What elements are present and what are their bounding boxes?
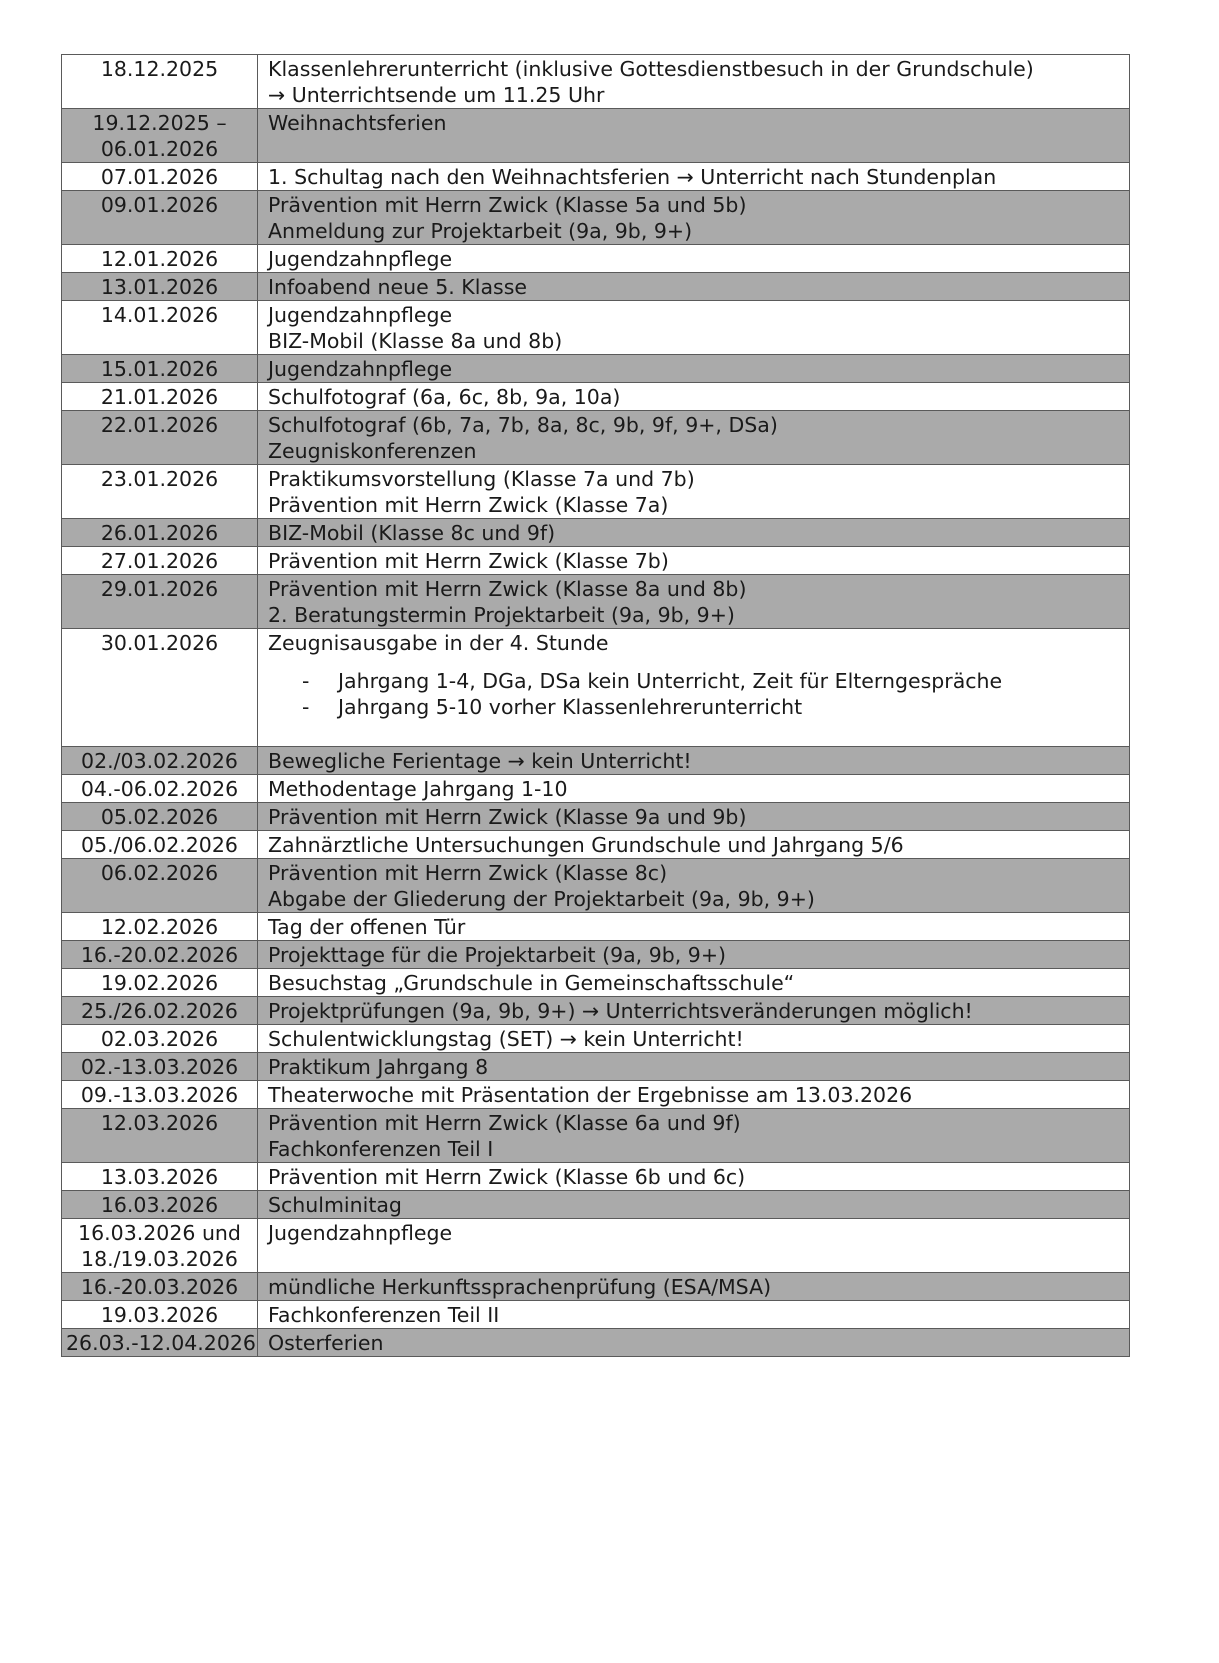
event-text: BIZ-Mobil (Klasse 8c und 9f) bbox=[268, 521, 556, 545]
date-cell bbox=[62, 941, 258, 969]
date-text: 09.-13.03.2026 bbox=[80, 1083, 239, 1107]
event-text: Tag der offenen Tür bbox=[268, 915, 466, 939]
date-cell bbox=[62, 629, 258, 747]
date-cell bbox=[62, 775, 258, 803]
event-text: Prävention mit Herrn Zwick (Klasse 8c) bbox=[268, 861, 668, 885]
event-text: Fachkonferenzen Teil I bbox=[268, 1137, 494, 1161]
date-text: 05.02.2026 bbox=[100, 805, 219, 829]
table-row bbox=[62, 629, 1130, 747]
date-text: 16.-20.02.2026 bbox=[80, 943, 239, 967]
date-text: 30.01.2026 bbox=[100, 631, 219, 655]
event-cell bbox=[258, 629, 1130, 747]
table-row bbox=[62, 913, 1130, 941]
date-cell bbox=[62, 191, 258, 245]
date-cell bbox=[62, 859, 258, 913]
date-cell bbox=[62, 519, 258, 547]
schedule-table bbox=[61, 54, 1130, 1357]
event-cell bbox=[258, 913, 1130, 941]
event-cell bbox=[258, 1329, 1130, 1357]
date-cell bbox=[62, 465, 258, 519]
date-text: 13.01.2026 bbox=[100, 275, 219, 299]
date-cell bbox=[62, 163, 258, 191]
table-row bbox=[62, 997, 1130, 1025]
date-cell bbox=[62, 383, 258, 411]
event-text: Prävention mit Herrn Zwick (Klasse 7b) bbox=[268, 549, 669, 573]
date-text: 16.-20.03.2026 bbox=[80, 1275, 239, 1299]
table-row bbox=[62, 245, 1130, 273]
table-row bbox=[62, 1191, 1130, 1219]
event-text: Fachkonferenzen Teil II bbox=[268, 1303, 500, 1327]
date-cell bbox=[62, 245, 258, 273]
date-text: 26.01.2026 bbox=[100, 521, 219, 545]
event-cell bbox=[258, 859, 1130, 913]
dash-marker: - bbox=[302, 695, 310, 719]
event-cell bbox=[258, 547, 1130, 575]
date-text: 07.01.2026 bbox=[100, 165, 219, 189]
date-text: 14.01.2026 bbox=[100, 303, 219, 327]
table-row bbox=[62, 747, 1130, 775]
date-text: 19.12.2025 – bbox=[92, 111, 227, 135]
table-row bbox=[62, 273, 1130, 301]
table-row bbox=[62, 941, 1130, 969]
date-text: 15.01.2026 bbox=[100, 357, 219, 381]
event-cell bbox=[258, 803, 1130, 831]
event-cell bbox=[258, 997, 1130, 1025]
date-text: 27.01.2026 bbox=[100, 549, 219, 573]
bullet-item bbox=[268, 694, 1119, 720]
event-cell bbox=[258, 1273, 1130, 1301]
date-cell bbox=[62, 355, 258, 383]
event-cell bbox=[258, 747, 1130, 775]
bullet-text: Jahrgang 5-10 vorher Klassenlehrerunterricht bbox=[338, 695, 803, 719]
event-cell bbox=[258, 191, 1130, 245]
schedule-body bbox=[62, 55, 1130, 1357]
date-cell bbox=[62, 301, 258, 355]
event-cell bbox=[258, 273, 1130, 301]
event-text: Osterferien bbox=[268, 1331, 384, 1355]
bullet-list bbox=[268, 668, 1119, 720]
event-text: Jugendzahnpflege bbox=[268, 303, 453, 327]
table-row bbox=[62, 831, 1130, 859]
event-text: Schulfotograf (6a, 6c, 8b, 9a, 10a) bbox=[268, 385, 621, 409]
table-row bbox=[62, 109, 1130, 163]
date-cell bbox=[62, 969, 258, 997]
event-text: Prävention mit Herrn Zwick (Klasse 6a und 9f) bbox=[268, 1111, 741, 1135]
date-cell bbox=[62, 1191, 258, 1219]
table-row bbox=[62, 163, 1130, 191]
date-cell bbox=[62, 1053, 258, 1081]
date-cell bbox=[62, 55, 258, 109]
table-row bbox=[62, 55, 1130, 109]
table-row bbox=[62, 1219, 1130, 1273]
dash-marker: - bbox=[302, 669, 310, 693]
event-text: Infoabend neue 5. Klasse bbox=[268, 275, 527, 299]
table-row bbox=[62, 1329, 1130, 1357]
event-text: Prävention mit Herrn Zwick (Klasse 8a und 8b) bbox=[268, 577, 747, 601]
event-text: Praktikum Jahrgang 8 bbox=[268, 1055, 489, 1079]
event-cell bbox=[258, 411, 1130, 465]
date-text: 18./19.03.2026 bbox=[81, 1247, 238, 1271]
event-cell bbox=[258, 1109, 1130, 1163]
event-cell bbox=[258, 163, 1130, 191]
event-cell bbox=[258, 1025, 1130, 1053]
date-cell bbox=[62, 913, 258, 941]
date-text: 18.12.2025 bbox=[100, 57, 219, 81]
date-text: 09.01.2026 bbox=[100, 193, 219, 217]
table-row bbox=[62, 547, 1130, 575]
date-cell bbox=[62, 1273, 258, 1301]
date-text: 16.03.2026 bbox=[100, 1193, 219, 1217]
table-row bbox=[62, 575, 1130, 629]
event-cell bbox=[258, 1301, 1130, 1329]
table-row bbox=[62, 1163, 1130, 1191]
event-text: Besuchstag „Grundschule in Gemeinschaftsschule“ bbox=[268, 971, 795, 995]
date-cell bbox=[62, 747, 258, 775]
event-text: Praktikumsvorstellung (Klasse 7a und 7b) bbox=[268, 467, 695, 491]
event-cell bbox=[258, 519, 1130, 547]
table-row bbox=[62, 465, 1130, 519]
table-row bbox=[62, 775, 1130, 803]
table-row bbox=[62, 803, 1130, 831]
date-cell bbox=[62, 575, 258, 629]
date-text: 26.03.-12.04.2026 bbox=[66, 1331, 256, 1355]
event-text: Methodentage Jahrgang 1-10 bbox=[268, 777, 568, 801]
bullet-item bbox=[268, 668, 1119, 694]
date-text: 02.-13.03.2026 bbox=[80, 1055, 239, 1079]
date-text: 19.02.2026 bbox=[100, 971, 219, 995]
event-text: Jugendzahnpflege bbox=[268, 247, 453, 271]
event-cell bbox=[258, 1191, 1130, 1219]
date-cell bbox=[62, 547, 258, 575]
event-text: Schulminitag bbox=[268, 1193, 402, 1217]
table-row bbox=[62, 383, 1130, 411]
table-row bbox=[62, 969, 1130, 997]
event-cell bbox=[258, 465, 1130, 519]
event-cell bbox=[258, 1053, 1130, 1081]
date-text: 12.03.2026 bbox=[100, 1111, 219, 1135]
date-cell bbox=[62, 273, 258, 301]
table-row bbox=[62, 1301, 1130, 1329]
event-text: Theaterwoche mit Präsentation der Ergebnisse am 13.03.2026 bbox=[268, 1083, 913, 1107]
date-cell bbox=[62, 1025, 258, 1053]
date-text: 16.03.2026 und bbox=[78, 1221, 241, 1245]
event-text: Anmeldung zur Projektarbeit (9a, 9b, 9+) bbox=[268, 219, 693, 243]
event-text: Zahnärztliche Untersuchungen Grundschule und Jahrgang 5/6 bbox=[268, 833, 904, 857]
event-cell bbox=[258, 575, 1130, 629]
event-text: Bewegliche Ferientage → kein Unterricht! bbox=[268, 749, 692, 773]
event-text: Prävention mit Herrn Zwick (Klasse 6b und 6c) bbox=[268, 1165, 746, 1189]
event-cell bbox=[258, 969, 1130, 997]
date-text: 21.01.2026 bbox=[100, 385, 219, 409]
event-cell bbox=[258, 245, 1130, 273]
date-cell bbox=[62, 109, 258, 163]
date-text: 25./26.02.2026 bbox=[81, 999, 238, 1023]
event-text: Zeugnisausgabe in der 4. Stunde bbox=[268, 631, 609, 655]
event-text: Projekttage für die Projektarbeit (9a, 9b, 9+) bbox=[268, 943, 727, 967]
date-text: 19.03.2026 bbox=[100, 1303, 219, 1327]
event-cell bbox=[258, 55, 1130, 109]
event-cell bbox=[258, 301, 1130, 355]
table-row bbox=[62, 191, 1130, 245]
event-text: Projektprüfungen (9a, 9b, 9+) → Unterrichtsveränderungen möglich! bbox=[268, 999, 973, 1023]
event-cell bbox=[258, 383, 1130, 411]
event-cell bbox=[258, 355, 1130, 383]
date-text: 22.01.2026 bbox=[100, 413, 219, 437]
date-text: 04.-06.02.2026 bbox=[80, 777, 239, 801]
event-text: 2. Beratungstermin Projektarbeit (9a, 9b, 9+) bbox=[268, 603, 735, 627]
date-cell bbox=[62, 997, 258, 1025]
date-text: 23.01.2026 bbox=[100, 467, 219, 491]
table-row bbox=[62, 519, 1130, 547]
date-cell bbox=[62, 1301, 258, 1329]
table-row bbox=[62, 1081, 1130, 1109]
date-cell bbox=[62, 1329, 258, 1357]
date-cell bbox=[62, 1109, 258, 1163]
event-cell bbox=[258, 1163, 1130, 1191]
date-text: 12.02.2026 bbox=[100, 915, 219, 939]
date-text: 06.02.2026 bbox=[100, 861, 219, 885]
date-cell bbox=[62, 1163, 258, 1191]
table-row bbox=[62, 355, 1130, 383]
date-text: 12.01.2026 bbox=[100, 247, 219, 271]
event-text: Jugendzahnpflege bbox=[268, 357, 453, 381]
date-text: 05./06.02.2026 bbox=[81, 833, 238, 857]
table-row bbox=[62, 1273, 1130, 1301]
date-text: 29.01.2026 bbox=[100, 577, 219, 601]
date-cell bbox=[62, 1081, 258, 1109]
table-row bbox=[62, 301, 1130, 355]
event-cell bbox=[258, 109, 1130, 163]
event-cell bbox=[258, 1219, 1130, 1273]
date-text: 13.03.2026 bbox=[100, 1165, 219, 1189]
event-text: Prävention mit Herrn Zwick (Klasse 5a und 5b) bbox=[268, 193, 747, 217]
event-text: → Unterrichtsende um 11.25 Uhr bbox=[268, 83, 605, 107]
table-row bbox=[62, 1053, 1130, 1081]
date-text: 02./03.02.2026 bbox=[81, 749, 238, 773]
event-text: Schulfotograf (6b, 7a, 7b, 8a, 8c, 9b, 9f, 9+, DSa) bbox=[268, 413, 778, 437]
event-cell bbox=[258, 831, 1130, 859]
event-cell bbox=[258, 941, 1130, 969]
event-text: Schulentwicklungstag (SET) → kein Unterricht! bbox=[268, 1027, 744, 1051]
date-cell bbox=[62, 1219, 258, 1273]
event-text: Prävention mit Herrn Zwick (Klasse 9a und 9b) bbox=[268, 805, 747, 829]
date-text: 06.01.2026 bbox=[100, 137, 219, 161]
event-text: Klassenlehrerunterricht (inklusive Gottesdienstbesuch in der Grundschule) bbox=[268, 57, 1034, 81]
event-text: Prävention mit Herrn Zwick (Klasse 7a) bbox=[268, 493, 669, 517]
table-row bbox=[62, 859, 1130, 913]
event-cell bbox=[258, 775, 1130, 803]
event-text: Zeugniskonferenzen bbox=[268, 439, 477, 463]
event-text: mündliche Herkunftssprachenprüfung (ESA/MSA) bbox=[268, 1275, 772, 1299]
event-text: BIZ-Mobil (Klasse 8a und 8b) bbox=[268, 329, 563, 353]
event-text: 1. Schultag nach den Weihnachtsferien → Unterricht nach Stundenplan bbox=[268, 165, 997, 189]
date-cell bbox=[62, 411, 258, 465]
event-text: Abgabe der Gliederung der Projektarbeit (9a, 9b, 9+) bbox=[268, 887, 815, 911]
date-cell bbox=[62, 803, 258, 831]
event-text: Jugendzahnpflege bbox=[268, 1221, 453, 1245]
table-row bbox=[62, 1109, 1130, 1163]
date-text: 02.03.2026 bbox=[100, 1027, 219, 1051]
table-row bbox=[62, 1025, 1130, 1053]
event-cell bbox=[258, 1081, 1130, 1109]
table-row bbox=[62, 411, 1130, 465]
date-cell bbox=[62, 831, 258, 859]
event-text: Weihnachtsferien bbox=[268, 111, 447, 135]
bullet-text: Jahrgang 1-4, DGa, DSa kein Unterricht, Zeit für Elterngespräche bbox=[338, 669, 1003, 693]
